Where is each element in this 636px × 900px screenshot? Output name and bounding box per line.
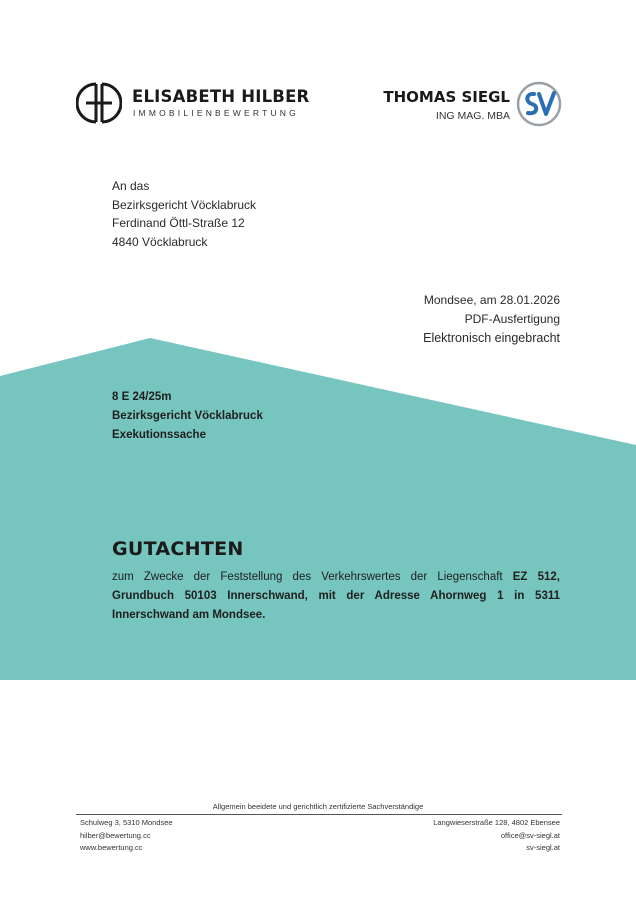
footer-right-web: sv-siegl.at	[526, 843, 560, 852]
logo-left-name: ELISABETH HILBER	[132, 87, 310, 106]
logo-thomas-siegl	[383, 80, 563, 130]
recipient-court: Bezirksgericht Vöcklabruck	[112, 197, 257, 212]
recipient-city: 4840 Vöcklabruck	[112, 234, 208, 249]
footer-divider	[76, 814, 562, 815]
logo-right-title: ING MAG. MBA	[435, 110, 510, 122]
logo-left-subtitle: IMMOBILIENBEWERTUNG	[133, 108, 299, 118]
document-description	[112, 568, 560, 625]
case-number: 8 E 24/25m	[112, 391, 172, 403]
footer-right-address: Langwieserstraße 128, 4802 Ebensee	[433, 818, 560, 827]
footer-left-email: hilber@bewertung.cc	[80, 830, 151, 840]
document-meta	[423, 291, 560, 348]
copy-type: PDF-Ausfertigung	[464, 312, 560, 326]
case-court: Bezirksgericht Vöcklabruck	[112, 410, 263, 422]
footer-left-web: www.bewertung.cc	[80, 843, 143, 852]
case-type: Exekutionssache	[112, 429, 206, 441]
recipient-address	[112, 177, 256, 251]
footer-left-address: Schulweg 3, 5310 Mondsee	[80, 818, 173, 827]
case-info	[112, 388, 263, 445]
description-property: EZ 512, Grundbuch 50103 Innerschwand, mit der Adresse Ahornweg 1 in 5311 Innerschwand am Mondsee.	[112, 571, 560, 621]
recipient-line: An das	[112, 179, 150, 193]
date-line: Mondsee, am 28.01.2026	[423, 293, 560, 307]
recipient-street: Ferdinand Öttl-Straße 12	[112, 216, 245, 230]
footer-right-contact	[433, 817, 560, 855]
description-text: zum Zwecke der Feststellung des Verkehrswertes der Liegenschaft	[112, 571, 513, 583]
eh-monogram-icon	[76, 80, 122, 126]
footer-left-contact	[80, 817, 173, 855]
document-title: GUTACHTEN	[112, 538, 244, 560]
logo-elisabeth-hilber	[76, 80, 310, 126]
footer-heading: Allgemein beeidete und gerichtlich zertifizierte Sachverständige	[212, 802, 424, 811]
logo-right-name: THOMAS SIEGL	[383, 88, 510, 106]
footer-right-email: office@sv-siegl.at	[500, 830, 560, 840]
sv-seal-icon	[515, 80, 563, 128]
submission-note: Elektronisch eingebracht	[423, 331, 560, 345]
